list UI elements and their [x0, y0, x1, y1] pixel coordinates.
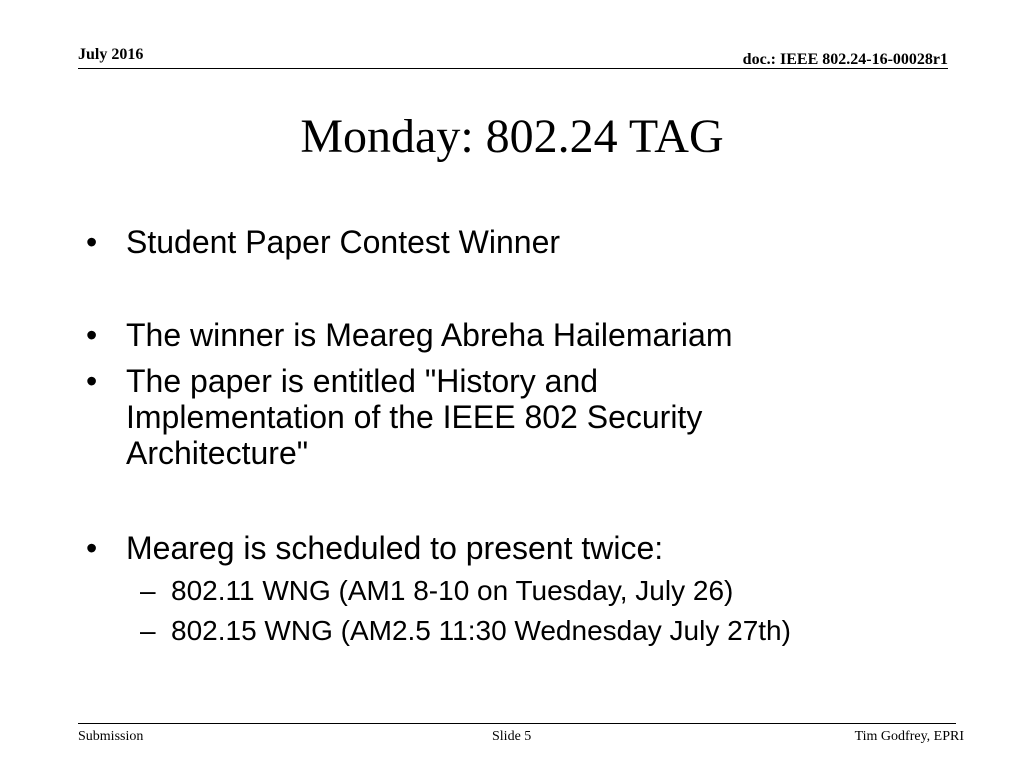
bullet-marker: •: [86, 317, 98, 353]
bullet-marker: •: [86, 530, 98, 566]
sub-bullet-marker: –: [140, 575, 156, 606]
header-doc-id: doc.: IEEE 802.24-16-00028r1: [742, 51, 948, 68]
sub-bullet-marker: –: [140, 615, 156, 646]
sub-bullet-text: 802.15 WNG (AM2.5 11:30 Wednesday July 27th): [171, 615, 791, 646]
bullet-marker: •: [86, 224, 98, 260]
slide-title: Monday: 802.24 TAG: [300, 110, 724, 163]
bullet-text: Meareg is scheduled to present twice:: [126, 530, 664, 566]
footer-submission: Submission: [78, 729, 144, 744]
bullet-text: Architecture": [126, 435, 309, 471]
header-date: July 2016: [78, 46, 144, 63]
bullet-text: Implementation of the IEEE 802 Security: [126, 399, 703, 435]
sub-bullet-text: 802.11 WNG (AM1 8-10 on Tuesday, July 26): [171, 575, 734, 606]
footer-slide-number: Slide 5: [492, 729, 532, 744]
footer-rule: [78, 723, 956, 724]
footer-author: Tim Godfrey, EPRI: [854, 729, 964, 744]
bullet-text: Student Paper Contest Winner: [126, 224, 561, 260]
bullet-text: The winner is Meareg Abreha Hailemariam: [126, 317, 733, 353]
bullet-text: The paper is entitled "History and: [126, 363, 599, 399]
header-rule: [78, 68, 948, 69]
bullet-marker: •: [86, 363, 98, 399]
